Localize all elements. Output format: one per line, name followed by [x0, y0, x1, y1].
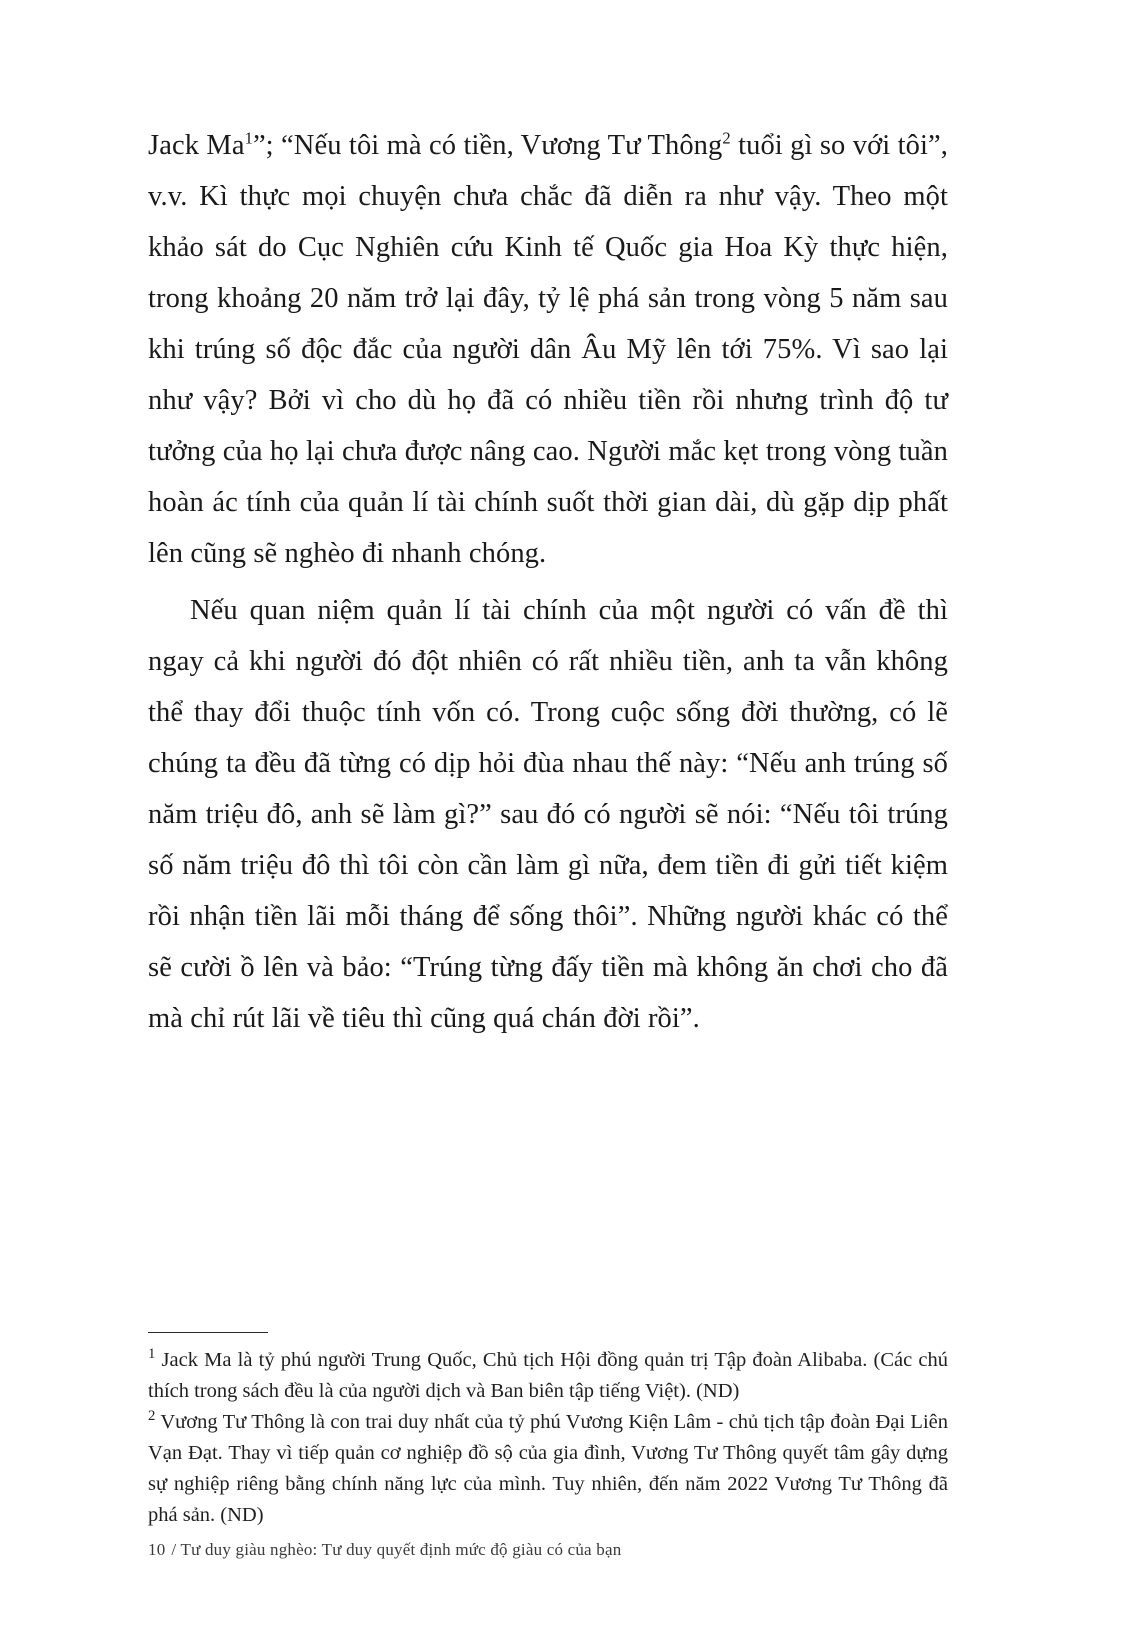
footnote-separator-rule	[148, 1332, 268, 1333]
footnote-1-text: Jack Ma là tỷ phú người Trung Quốc, Chủ tịch Hội đồng quản trị Tập đoàn Alibaba. (Các chú thích trong sách đều là của người dịch và Ban biên tập tiếng Việt). (ND)	[148, 1349, 948, 1402]
paragraph-2: Nếu quan niệm quản lí tài chính của một người có vấn đề thì ngay cả khi người đó đột nhiên có rất nhiều tiền, anh ta vẫn không thể thay đổi thuộc tính vốn có. Trong cuộc sống đời thường, có lẽ chúng ta đều đã từng có dịp hỏi đùa nhau thế này: “Nếu anh trúng số năm triệu đô, anh sẽ làm gì?” sau đó có người sẽ nói: “Nếu tôi trúng số năm triệu đô thì tôi còn cần làm gì nữa, đem tiền đi gửi tiết kiệm rồi nhận tiền lãi mỗi tháng để sống thôi”. Những người khác có thể sẽ cười ồ lên và bảo: “Trúng từng đấy tiền mà không ăn chơi cho đã mà chỉ rút lãi về tiêu thì cũng quá chán đời rồi”.	[148, 595, 948, 1034]
page-number: 10	[148, 1540, 166, 1559]
paragraph-1	[148, 120, 948, 579]
footnote-1	[148, 1345, 948, 1407]
footnotes-section	[148, 1332, 948, 1531]
paragraph-1-segment-2: ”; “Nếu tôi mà có tiền, Vương Tư Thông	[252, 130, 723, 161]
footnote-2-marker: 2	[148, 1408, 156, 1425]
footnote-2	[148, 1407, 948, 1531]
page-body	[148, 120, 948, 1044]
paragraph-1-segment-1: Jack Ma	[148, 130, 245, 161]
footnote-2-text: Vương Tư Thông là con trai duy nhất của tỷ phú Vương Kiện Lâm - chủ tịch tập đoàn Đại Liên Vạn Đạt. Thay vì tiếp quản cơ nghiệp đồ sộ của gia đình, Vương Tư Thông quyết tâm gây dựng sự nghiệp riêng bằng chính năng lực của mình. Tuy nhiên, đến năm 2022 Vương Tư Thông đã phá sản. (ND)	[148, 1411, 948, 1526]
paragraph-1-segment-3: tuổi gì so với tôi”, v.v. Kì thực mọi chuyện chưa chắc đã diễn ra như vậy. Theo một khảo sát do Cục Nghiên cứu Kinh tế Quốc gia Hoa Kỳ thực hiện, trong khoảng 20 năm trở lại đây, tỷ lệ phá sản trong vòng 5 năm sau khi trúng số độc đắc của người dân Âu Mỹ lên tới 75%. Vì sao lại như vậy? Bởi vì cho dù họ đã có nhiều tiền rồi nhưng trình độ tư tưởng của họ lại chưa được nâng cao. Người mắc kẹt trong vòng tuần hoàn ác tính của quản lí tài chính suốt thời gian dài, dù gặp dịp phất lên cũng sẽ nghèo đi nhanh chóng.	[148, 130, 948, 569]
page-footer	[148, 1540, 948, 1560]
footnote-1-marker: 1	[148, 1346, 156, 1363]
footnote-ref-2[interactable]: 2	[722, 128, 731, 148]
footnote-ref-1[interactable]: 1	[244, 128, 253, 148]
footer-separator: /	[171, 1540, 177, 1559]
footer-book-title: Tư duy giàu nghèo: Tư duy quyết định mức độ giàu có của bạn	[180, 1540, 622, 1559]
